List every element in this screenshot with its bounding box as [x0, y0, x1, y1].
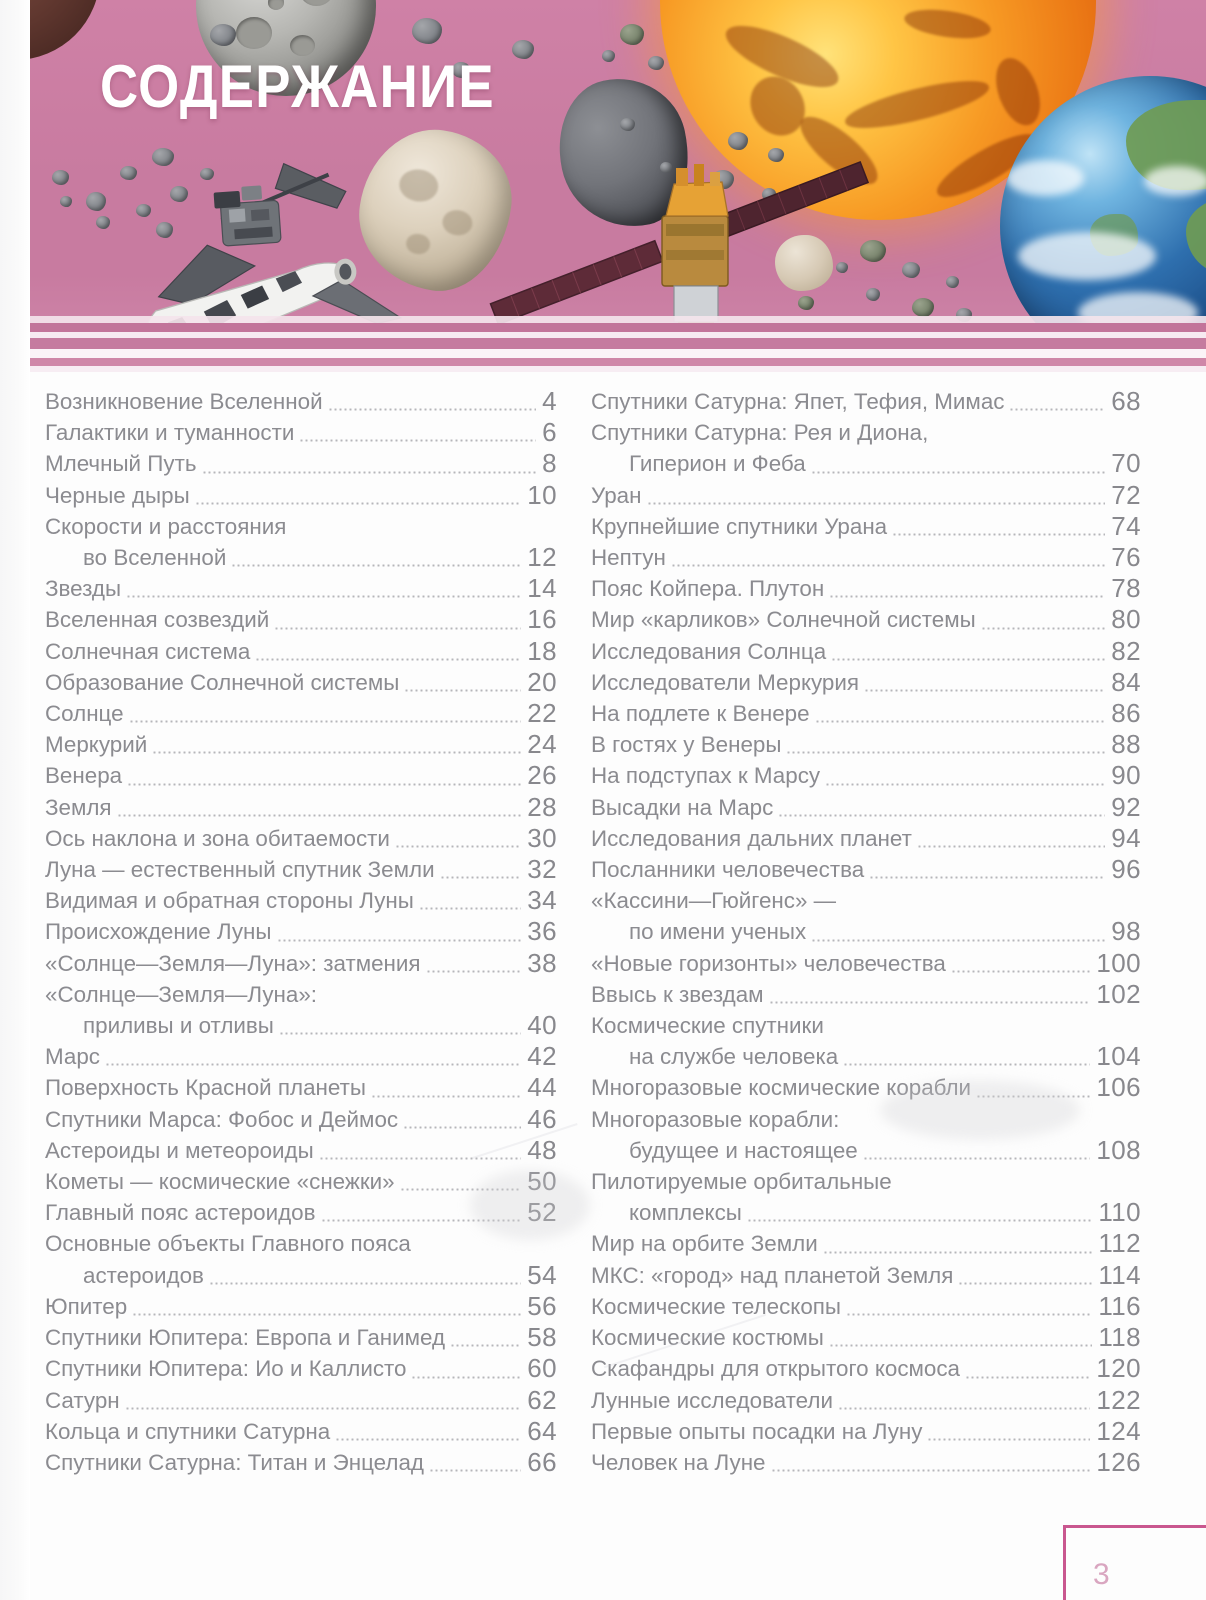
toc-entry-page-number: 52	[527, 1197, 557, 1228]
toc-entry-label: Видимая и обратная стороны Луны	[45, 888, 414, 914]
toc-leader-dots	[299, 439, 536, 442]
toc-entry[interactable]	[591, 573, 1141, 604]
toc-leader-dots	[105, 1063, 521, 1066]
toc-entry-label: Солнечная система	[45, 638, 251, 664]
toc-entry[interactable]	[45, 1166, 557, 1197]
toc-entry[interactable]	[591, 511, 1141, 542]
toc-entry[interactable]	[45, 760, 557, 791]
toc-entry-label: Млечный Путь	[45, 451, 197, 477]
toc-entry-label: приливы и отливы	[83, 1013, 274, 1039]
toc-entry-page-number: 96	[1111, 854, 1141, 885]
toc-entry-page-number: 76	[1111, 542, 1141, 573]
toc-leader-dots	[863, 1157, 1091, 1160]
toc-entry[interactable]	[591, 1104, 1141, 1135]
toc-entry-page-number: 54	[527, 1259, 557, 1290]
toc-leader-dots	[411, 1376, 521, 1379]
toc-entry-label: Мир «карликов» Солнечной системы	[591, 607, 976, 633]
toc-entry-label: Спутники Сатурна: Япет, Тефия, Мимас	[591, 389, 1005, 414]
toc-leader-dots	[671, 564, 1105, 567]
toc-entry-page-number: 30	[527, 822, 557, 853]
toc-entry-label: Возникновение Вселенной	[45, 389, 323, 414]
toc-entry-page-number: 88	[1111, 729, 1141, 760]
toc-entry[interactable]	[45, 636, 557, 667]
toc-entry[interactable]	[45, 916, 557, 947]
toc-leader-dots	[429, 1469, 521, 1472]
toc-entry-page-number: 42	[527, 1041, 557, 1072]
meteoroid-icon	[620, 24, 644, 45]
toc-entry-label: Луна — естественный спутник Земли	[45, 857, 435, 883]
toc-leader-dots	[231, 564, 521, 567]
meteoroid-icon	[648, 56, 664, 70]
toc-entry-page-number: 102	[1096, 978, 1141, 1009]
toc-leader-dots	[419, 907, 521, 910]
page-title: СОДЕРЖАНИЕ	[100, 53, 495, 120]
toc-entry[interactable]	[591, 417, 1141, 448]
toc-entry-page-number: 108	[1096, 1134, 1141, 1165]
toc-leader-dots	[917, 845, 1105, 848]
toc-entry-label: Пилотируемые орбитальные	[591, 1169, 892, 1195]
toc-entry[interactable]	[45, 948, 557, 979]
toc-entry[interactable]	[45, 1010, 557, 1041]
toc-entry-page-number: 72	[1111, 479, 1141, 510]
toc-leader-dots	[846, 1313, 1092, 1316]
toc-entry[interactable]	[591, 1416, 1141, 1447]
toc-entry-label: Первые опыты посадки на Луну	[591, 1418, 923, 1444]
banner-stripe	[0, 349, 1206, 358]
toc-entry-page-number: 86	[1111, 698, 1141, 729]
toc-entry-label: Исследования дальних планет	[591, 825, 912, 851]
toc-entry-label: Земля	[45, 794, 112, 820]
toc-leader-dots	[981, 627, 1106, 630]
toc-leader-dots	[778, 814, 1105, 817]
toc-entry-label: Сатурн	[45, 1387, 120, 1413]
toc-leader-dots	[126, 595, 521, 598]
toc-leader-dots	[404, 689, 521, 692]
toc-leader-dots	[127, 783, 521, 786]
toc-entry-label: Многоразовые корабли:	[591, 1106, 840, 1132]
toc-entry[interactable]	[45, 1260, 557, 1291]
toc-entry[interactable]	[45, 448, 557, 479]
toc-entry[interactable]	[591, 823, 1141, 854]
toc-leader-dots	[321, 1219, 522, 1222]
toc-entry-label: «Кассини—Гюйгенс» —	[591, 888, 837, 914]
meteoroid-icon	[512, 40, 534, 59]
toc-entry[interactable]	[45, 1135, 557, 1166]
toc-entry-page-number: 66	[527, 1446, 557, 1477]
toc-entry[interactable]	[45, 885, 557, 916]
toc-leader-dots	[747, 1219, 1092, 1222]
toc-leader-dots	[927, 1438, 1090, 1441]
toc-leader-dots	[1009, 408, 1105, 411]
toc-leader-dots	[829, 1344, 1092, 1347]
toc-entry-label: Спутники Юпитера: Европа и Ганимед	[45, 1325, 446, 1351]
toc-entry-page-number: 12	[527, 542, 557, 573]
toc-entry-page-number: 78	[1111, 573, 1141, 604]
toc-entry[interactable]	[45, 1385, 557, 1416]
toc-entry-label: комплексы	[629, 1200, 742, 1226]
toc-leader-dots	[152, 751, 521, 754]
toc-leader-dots	[274, 627, 521, 630]
toc-entry[interactable]	[45, 1228, 557, 1259]
toc-entry[interactable]	[591, 1447, 1141, 1478]
toc-leader-dots	[255, 658, 521, 661]
toc-entry-label: Ввысь к звездам	[591, 981, 764, 1007]
toc-entry[interactable]	[591, 1228, 1141, 1259]
meteoroid-icon	[412, 18, 442, 44]
toc-entry-page-number: 28	[527, 791, 557, 822]
toc-entry-label: Солнце	[45, 701, 124, 727]
toc-leader-dots	[811, 471, 1106, 474]
toc-entry[interactable]	[591, 1322, 1141, 1353]
toc-entry[interactable]	[45, 979, 557, 1010]
toc-entry[interactable]	[45, 573, 557, 604]
toc-entry[interactable]	[591, 979, 1141, 1010]
toc-leader-dots	[838, 1407, 1090, 1410]
meteoroid-icon	[210, 24, 236, 46]
toc-entry-page-number: 114	[1098, 1259, 1141, 1290]
folio-corner-frame	[1063, 1525, 1206, 1600]
toc-entry-page-number: 98	[1111, 916, 1141, 947]
toc-entry-label: Марс	[45, 1044, 101, 1070]
toc-entry-label: Кольца и спутники Сатурна	[45, 1418, 331, 1444]
toc-entry-page-number: 120	[1096, 1353, 1141, 1384]
toc-entry[interactable]	[591, 1166, 1141, 1197]
toc-entry[interactable]	[591, 386, 1141, 417]
toc-entry-page-number: 48	[527, 1134, 557, 1165]
toc-entry-page-number: 18	[527, 635, 557, 666]
toc-leader-dots	[426, 970, 522, 973]
toc-entry-label: Спутники Юпитера: Ио и Каллисто	[45, 1356, 407, 1382]
toc-entry[interactable]	[591, 1010, 1141, 1041]
toc-entry-label: Мир на орбите Земли	[591, 1231, 818, 1257]
toc-entry-label: На подступах к Марсу	[591, 763, 821, 789]
toc-entry-label: Высадки на Марс	[591, 794, 774, 820]
toc-entry-page-number: 14	[527, 573, 557, 604]
toc-entry-page-number: 112	[1098, 1228, 1141, 1259]
toc-entry-page-number: 26	[527, 760, 557, 791]
meteoroid-icon	[946, 276, 959, 288]
toc-leader-dots	[811, 939, 1105, 942]
toc-entry-label: Лунные исследователи	[591, 1387, 833, 1413]
toc-entry-page-number: 118	[1098, 1322, 1141, 1353]
toc-entry-page-number: 60	[527, 1353, 557, 1384]
toc-entry-label: Посланники человечества	[591, 857, 865, 883]
toc-entry[interactable]	[45, 604, 557, 635]
toc-leader-dots	[869, 876, 1105, 879]
toc-leader-dots	[403, 1126, 521, 1129]
meteoroid-icon	[602, 50, 615, 62]
toc-entry-label: Черные дыры	[45, 482, 190, 508]
toc-entry-page-number: 94	[1111, 822, 1141, 853]
toc-entry[interactable]	[591, 1353, 1141, 1384]
toc-entry-page-number: 62	[527, 1384, 557, 1415]
toc-entry-label: На подлете к Венере	[591, 701, 810, 727]
toc-entry-page-number: 16	[527, 604, 557, 635]
toc-entry-page-number: 100	[1096, 947, 1141, 978]
toc-entry[interactable]	[591, 1041, 1141, 1072]
toc-entry-label: «Новые горизонты» человечества	[591, 950, 946, 976]
toc-leader-dots	[395, 845, 521, 848]
toc-entry-label: астероидов	[83, 1262, 204, 1288]
toc-leader-dots	[132, 1313, 521, 1316]
toc-entry-label: «Солнце—Земля—Луна»: затмения	[45, 950, 421, 976]
toc-entry-page-number: 122	[1096, 1384, 1141, 1415]
toc-entry[interactable]	[591, 636, 1141, 667]
toc-entry[interactable]	[45, 667, 557, 698]
toc-leader-dots	[450, 1344, 521, 1347]
toc-column-left	[0, 372, 565, 1512]
toc-entry[interactable]	[591, 885, 1141, 916]
toc-entry[interactable]	[591, 1291, 1141, 1322]
toc-entry[interactable]	[45, 1322, 557, 1353]
toc-leader-dots	[825, 783, 1105, 786]
toc-entry[interactable]	[591, 854, 1141, 885]
toc-entry-page-number: 58	[527, 1322, 557, 1353]
toc-entry-label: Крупнейшие спутники Урана	[591, 513, 888, 539]
toc-entry-label: Многоразовые космические корабли	[591, 1075, 972, 1101]
toc-entry-label: Ось наклона и зона обитаемости	[45, 825, 390, 851]
toc-entry-page-number: 38	[527, 947, 557, 978]
toc-entry-label: Уран	[591, 482, 642, 508]
toc-leader-dots	[829, 595, 1105, 598]
toc-entry[interactable]	[591, 916, 1141, 947]
toc-entry[interactable]	[45, 729, 557, 760]
toc-entry-label: Космические костюмы	[591, 1325, 824, 1351]
toc-entry-page-number: 46	[527, 1103, 557, 1134]
toc-entry-label: Образование Солнечной системы	[45, 669, 400, 695]
toc-leader-dots	[843, 1063, 1090, 1066]
toc-entry[interactable]	[45, 1291, 557, 1322]
toc-leader-dots	[125, 1407, 522, 1410]
toc-entry[interactable]	[591, 448, 1141, 479]
toc-entry-page-number: 24	[527, 729, 557, 760]
toc-leader-dots	[335, 1438, 521, 1441]
toc-entry-label: Галактики и туманности	[45, 420, 295, 446]
toc-entry[interactable]	[591, 542, 1141, 573]
toc-entry[interactable]	[45, 1072, 557, 1103]
toc-leader-dots	[958, 1282, 1092, 1285]
table-of-contents	[0, 372, 1206, 1512]
toc-entry[interactable]	[45, 386, 557, 417]
meteoroid-icon	[902, 262, 920, 278]
banner-stripe	[0, 358, 1206, 366]
toc-leader-dots	[831, 658, 1105, 661]
toc-entry-page-number: 50	[527, 1166, 557, 1197]
toc-entry[interactable]	[45, 1197, 557, 1228]
toc-entry-label: Гиперион и Феба	[629, 451, 806, 477]
toc-entry-label: Космические телескопы	[591, 1293, 842, 1319]
toc-entry-page-number: 20	[527, 666, 557, 697]
toc-entry[interactable]	[45, 417, 557, 448]
toc-entry-label: В гостях у Венеры	[591, 732, 782, 758]
toc-entry[interactable]	[45, 1041, 557, 1072]
toc-leader-dots	[400, 1188, 522, 1191]
toc-entry-page-number: 34	[527, 885, 557, 916]
toc-entry[interactable]	[45, 698, 557, 729]
toc-entry-label: «Солнце—Земля—Луна»:	[45, 981, 318, 1007]
toc-entry-label: Скафандры для открытого космоса	[591, 1356, 961, 1382]
toc-entry[interactable]	[45, 542, 557, 573]
toc-leader-dots	[951, 970, 1091, 973]
toc-entry[interactable]	[45, 1353, 557, 1384]
toc-entry[interactable]	[591, 792, 1141, 823]
toc-entry-page-number: 126	[1096, 1446, 1141, 1477]
toc-entry-page-number: 4	[542, 386, 557, 416]
toc-leader-dots	[892, 533, 1105, 536]
toc-entry-page-number: 68	[1111, 386, 1141, 416]
toc-entry[interactable]	[45, 1447, 557, 1478]
toc-entry[interactable]	[591, 1135, 1141, 1166]
folio-page-number: 3	[1093, 1558, 1110, 1591]
toc-entry-page-number: 92	[1111, 791, 1141, 822]
toc-entry-page-number: 64	[527, 1415, 557, 1446]
toc-entry-page-number: 56	[527, 1290, 557, 1321]
toc-leader-dots	[440, 876, 522, 879]
toc-leader-dots	[129, 720, 522, 723]
toc-entry-label: будущее и настоящее	[629, 1137, 858, 1163]
toc-entry-label: Астероиды и метеороиды	[45, 1137, 314, 1163]
toc-entry-label: Основные объекты Главного пояса	[45, 1231, 411, 1257]
toc-entry-page-number: 90	[1111, 760, 1141, 791]
toc-entry-page-number: 8	[542, 448, 557, 479]
toc-leader-dots	[965, 1376, 1090, 1379]
toc-entry[interactable]	[591, 1260, 1141, 1291]
toc-entry[interactable]	[45, 1416, 557, 1447]
toc-entry[interactable]	[591, 1385, 1141, 1416]
toc-entry[interactable]	[591, 948, 1141, 979]
meteoroid-icon	[60, 196, 72, 207]
toc-column-right	[565, 372, 1185, 1512]
toc-leader-dots	[371, 1095, 521, 1098]
toc-entry-label: Нептун	[591, 545, 666, 571]
toc-entry[interactable]	[591, 729, 1141, 760]
toc-leader-dots	[319, 1157, 522, 1160]
toc-entry-page-number: 116	[1098, 1290, 1141, 1321]
toc-entry[interactable]	[591, 760, 1141, 791]
toc-entry[interactable]	[45, 823, 557, 854]
toc-entry-page-number: 106	[1096, 1072, 1141, 1103]
toc-entry-page-number: 44	[527, 1072, 557, 1103]
toc-entry-label: Кометы — космические «снежки»	[45, 1169, 395, 1195]
toc-entry-label: Скорости и расстояния	[45, 513, 287, 539]
toc-entry-label: Спутники Марса: Фобос и Деймос	[45, 1106, 399, 1132]
toc-entry-page-number: 104	[1096, 1041, 1141, 1072]
toc-entry[interactable]	[45, 854, 557, 885]
toc-entry[interactable]	[591, 1072, 1141, 1103]
toc-entry-label: Происхождение Луны	[45, 919, 272, 945]
toc-entry-page-number: 110	[1098, 1197, 1141, 1228]
toc-entry-label: Пояс Койпера. Плутон	[591, 576, 825, 602]
toc-entry-label: Вселенная созвездий	[45, 607, 270, 633]
toc-leader-dots	[202, 471, 537, 474]
toc-entry-page-number: 10	[527, 479, 557, 510]
toc-entry-page-number: 124	[1096, 1415, 1141, 1446]
toc-leader-dots	[769, 1001, 1091, 1004]
toc-entry-page-number: 40	[527, 1010, 557, 1041]
toc-entry-label: Звезды	[45, 576, 122, 602]
toc-entry-label: Спутники Сатурна: Рея и Диона,	[591, 420, 929, 446]
toc-entry-label: Венера	[45, 763, 123, 789]
toc-entry-page-number: 82	[1111, 635, 1141, 666]
toc-entry-label: Поверхность Красной планеты	[45, 1075, 366, 1101]
toc-leader-dots	[195, 502, 522, 505]
toc-entry-page-number: 6	[542, 417, 557, 448]
toc-leader-dots	[328, 408, 537, 411]
toc-entry-label: Человек на Луне	[591, 1449, 766, 1475]
toc-leader-dots	[823, 1251, 1093, 1254]
toc-entry-label: МКС: «город» над планетой Земля	[591, 1262, 954, 1288]
toc-entry[interactable]	[45, 792, 557, 823]
toc-entry-label: на службе человека	[629, 1044, 839, 1070]
toc-entry-label: по имени ученых	[629, 919, 807, 945]
toc-entry-label: Исследования Солнца	[591, 638, 827, 664]
toc-leader-dots	[864, 689, 1105, 692]
toc-entry-page-number: 80	[1111, 604, 1141, 635]
toc-leader-dots	[277, 939, 522, 942]
toc-entry-label: Главный пояс астероидов	[45, 1200, 316, 1226]
toc-entry-label: Исследователи Меркурия	[591, 669, 860, 695]
toc-leader-dots	[117, 814, 522, 817]
toc-entry[interactable]	[591, 604, 1141, 635]
toc-entry-label: во Вселенной	[83, 545, 227, 571]
toc-entry-label: Юпитер	[45, 1293, 128, 1319]
banner-stripe	[0, 338, 1206, 349]
toc-leader-dots	[279, 1032, 521, 1035]
toc-entry-page-number: 74	[1111, 510, 1141, 541]
toc-leader-dots	[647, 502, 1106, 505]
toc-leader-dots	[976, 1095, 1090, 1098]
toc-entry-page-number: 32	[527, 854, 557, 885]
toc-entry[interactable]	[45, 511, 557, 542]
toc-leader-dots	[786, 751, 1105, 754]
meteoroid-icon	[912, 298, 934, 317]
toc-leader-dots	[771, 1469, 1091, 1472]
toc-leader-dots	[209, 1282, 521, 1285]
toc-entry[interactable]	[45, 1104, 557, 1135]
toc-entry-label: Спутники Сатурна: Титан и Энцелад	[45, 1449, 424, 1475]
toc-entry[interactable]	[591, 480, 1141, 511]
toc-entry-page-number: 84	[1111, 666, 1141, 697]
toc-leader-dots	[815, 720, 1106, 723]
toc-entry[interactable]	[591, 667, 1141, 698]
toc-entry[interactable]	[45, 480, 557, 511]
banner-stripe	[0, 316, 1206, 323]
banner-stripe	[0, 323, 1206, 332]
toc-entry-page-number: 22	[527, 698, 557, 729]
toc-entry[interactable]	[591, 698, 1141, 729]
page-gutter	[0, 0, 30, 1600]
toc-entry[interactable]	[591, 1197, 1141, 1228]
toc-entry-label: Космические спутники	[591, 1013, 824, 1039]
toc-entry-label: Меркурий	[45, 732, 148, 758]
toc-entry-page-number: 36	[527, 916, 557, 947]
meteoroid-icon	[52, 170, 69, 185]
toc-entry-page-number: 70	[1111, 448, 1141, 479]
